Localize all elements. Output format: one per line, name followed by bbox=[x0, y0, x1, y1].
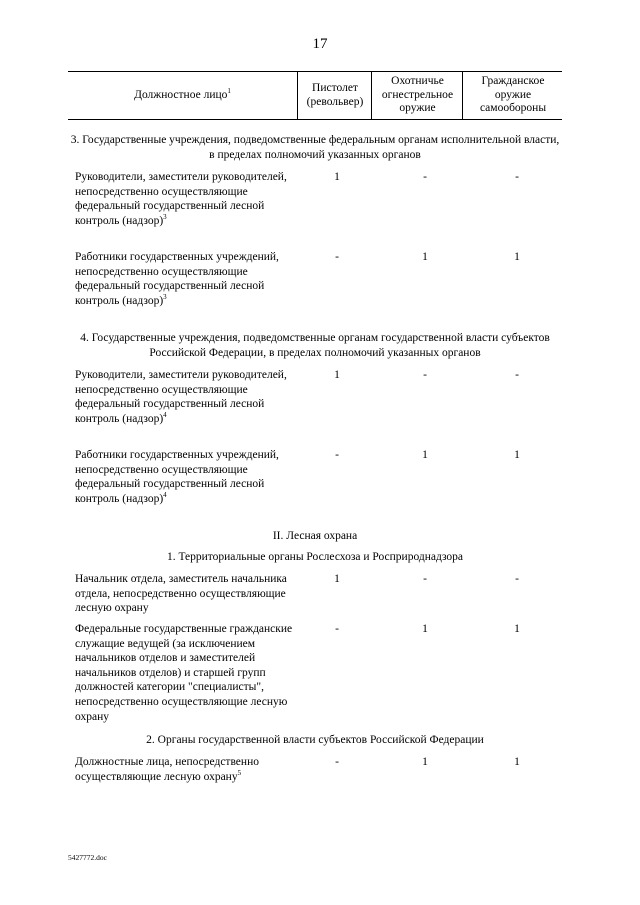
civil-value: 1 bbox=[514, 756, 520, 768]
table-row-label: Работники государственных учреждений, непосредственно осуществляющие федеральный государственный лесной контроль (надзор)$^4$ bbox=[75, 449, 279, 505]
table-header bbox=[68, 71, 562, 120]
pistol-value: - bbox=[335, 756, 339, 768]
table-row-label: Должностные лица, непосредственно осуществляющие лесную охрану$^5$ bbox=[75, 756, 259, 783]
table-row-label: Работники государственных учреждений, непосредственно осуществляющие федеральный государственный лесной контроль (надзор)$^3$ bbox=[75, 251, 279, 307]
hunting-value: - bbox=[423, 573, 427, 585]
subsection-1-title: 1. Территориальные органы Рослесхоза и Росприроднадзора bbox=[166, 551, 464, 563]
section-4-title: 4. Государственные учреждения, подведомственные органам государственной власти субъектов Российской Федерации, в пределах полномочий указанных органов bbox=[80, 332, 550, 359]
table-row-label: Руководители, заместители руководителей, непосредственно осуществляющие федеральный государственный лесной контроль (надзор)$^4$ bbox=[75, 369, 287, 425]
header-pistol-label: Пистолет (револьвер) bbox=[306, 81, 364, 108]
hunting-value: 1 bbox=[422, 756, 428, 768]
hunting-value: 1 bbox=[422, 449, 428, 461]
table-row-label: Начальник отдела, заместитель начальника отдела, непосредственно осуществляющие лесную охрану bbox=[75, 573, 287, 615]
pistol-value: 1 bbox=[334, 369, 340, 381]
civil-value: 1 bbox=[514, 623, 520, 635]
header-hunting-cell bbox=[371, 72, 463, 119]
civil-value: - bbox=[515, 369, 519, 381]
table-row-label: Руководители, заместители руководителей, непосредственно осуществляющие федеральный государственный лесной контроль (надзор)$^3$ bbox=[75, 171, 287, 227]
subsection-2-title: 2. Органы государственной власти субъектов Российской Федерации bbox=[146, 734, 484, 746]
document-code: 5427772.doc bbox=[68, 853, 107, 862]
pistol-value: - bbox=[335, 623, 339, 635]
header-civil-cell bbox=[462, 72, 563, 119]
footnote-marker: 4 bbox=[163, 490, 167, 499]
header-pistol-cell bbox=[297, 72, 372, 119]
footnote-marker: 3 bbox=[163, 292, 167, 301]
pistol-value: 1 bbox=[334, 573, 340, 585]
footnote-marker: 1 bbox=[227, 86, 231, 95]
footnote-marker: 3 bbox=[163, 212, 167, 221]
civil-value: - bbox=[515, 573, 519, 585]
civil-value: 1 bbox=[514, 449, 520, 461]
table-row-label: Федеральные государственные гражданские служащие ведущей (за исключением начальников отделов и заместителей начальников отделов) и старшей групп должностей категории "специалисты", непосредственно осуществляющие лесную охрану bbox=[75, 623, 293, 723]
header-official-label: Должностное лицо$^1$ bbox=[134, 86, 231, 101]
pistol-value: - bbox=[335, 251, 339, 263]
part-2-title: II. Лесная охрана bbox=[272, 530, 358, 542]
footnote-marker: 4 bbox=[163, 410, 167, 419]
header-hunting-label: Охотничье огнестрельное оружие bbox=[381, 75, 454, 115]
pistol-value: - bbox=[335, 449, 339, 461]
header-civil-label: Гражданское оружие самообороны bbox=[479, 75, 547, 115]
civil-value: - bbox=[515, 171, 519, 183]
pistol-value: 1 bbox=[334, 171, 340, 183]
hunting-value: - bbox=[423, 369, 427, 381]
civil-value: 1 bbox=[514, 251, 520, 263]
hunting-value: 1 bbox=[422, 623, 428, 635]
page-number: 17 bbox=[312, 36, 328, 52]
footnote-marker: 5 bbox=[237, 768, 242, 777]
hunting-value: - bbox=[423, 171, 427, 183]
header-official-cell bbox=[68, 72, 297, 119]
section-3-title: 3. Государственные учреждения, подведомственные федеральным органам исполнительной власти, в пределах полномочий указанных органов bbox=[70, 134, 560, 161]
hunting-value: 1 bbox=[422, 251, 428, 263]
